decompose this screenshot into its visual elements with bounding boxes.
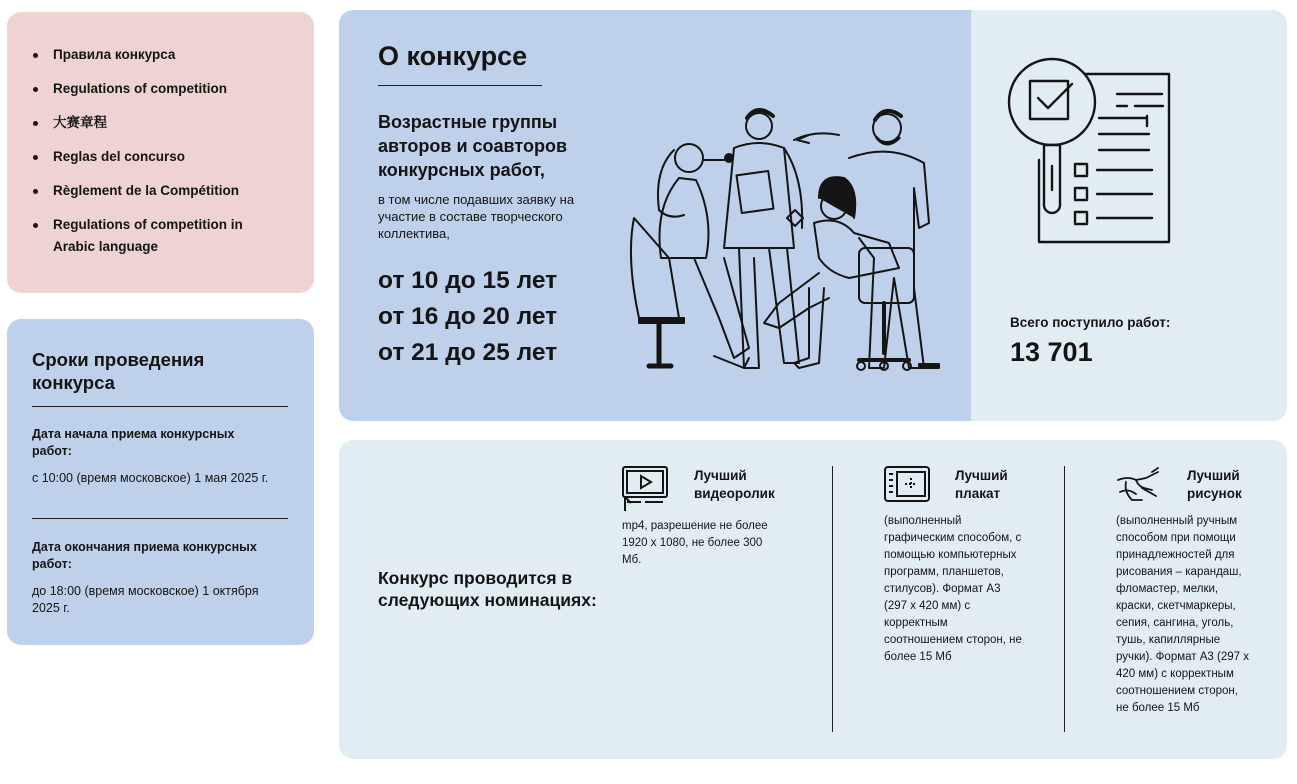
rules-menu-card [7,12,314,293]
end-date-value: до 18:00 (время московское) 1 октября 2025 г. [32,584,259,615]
nomination-title-line1: Лучший [694,468,747,483]
divider [32,406,288,407]
nominations-heading: Конкурс проводится в следующих номинациях: [378,568,597,610]
people-group-illustration [619,98,949,378]
end-date-label: Дата окончания приема конкурсных работ: [32,540,257,571]
age-group-item: от 16 до 20 лет [378,303,558,330]
rules-link-arabic-line2: Arabic language [53,239,159,254]
video-player-icon [622,466,670,512]
document-checklist-magnifier-icon [1007,56,1175,252]
rules-link-arabic-line1: Regulations of competition in [53,217,243,232]
title-underline [378,85,542,86]
rules-link-spanish[interactable]: Reglas del concurso [7,146,314,168]
nomination-title-line2: видеоролик [694,486,775,501]
nomination-title-line1: Лучший [1187,468,1240,483]
nomination-title [694,467,775,503]
age-groups-note: в том числе подавших заявку на участие в составе творческого коллектива, [378,192,575,241]
hand-drawing-icon [1116,466,1162,504]
start-date-value: с 10:00 (время московское) 1 мая 2025 г. [32,471,269,485]
works-received-label: Всего поступило работ: [1010,315,1171,330]
nomination-title-line1: Лучший [955,468,1008,483]
nomination-title-line2: плакат [955,486,1001,501]
works-received-count: 13 701 [1010,337,1093,367]
divider [1064,466,1065,732]
rules-list [7,12,314,258]
about-title: О конкурсе [378,41,528,71]
age-group-item: от 10 до 15 лет [378,267,558,294]
deadlines-card [7,319,314,645]
nomination-title-line2: рисунок [1187,486,1242,501]
rules-link-chinese[interactable]: 大赛章程 [7,112,314,134]
rules-link-russian[interactable]: Правила конкурса [7,44,314,66]
rules-link-english[interactable]: Regulations of competition [7,78,314,100]
nominations-card [339,440,1287,759]
deadlines-title: Сроки проведения конкурса [32,349,205,393]
nomination-description: (выполненный ручным способом при помощи принадлежностей для рисования – карандаш, фломастер, мелки, краски, скетчмаркеры, сепия, сангина, уголь, тушь, капиллярные ручки). Формат А3 (297 х 420 мм) с корректным соотношением сторон, не более 15 Мб [1116,515,1249,714]
graphics-tablet-icon [884,466,930,504]
start-date-label: Дата начала приема конкурсных работ: [32,427,235,458]
nomination-title [1187,467,1242,503]
age-groups-heading: Возрастные группы авторов и соавторов конкурсных работ, [378,112,568,180]
age-group-item: от 21 до 25 лет [378,339,558,366]
about-card [339,10,971,421]
stats-card [971,10,1287,421]
age-groups-list [378,263,557,371]
divider [32,518,288,519]
rules-link-french[interactable]: Règlement de la Compétition [7,180,314,202]
nomination-description: mp4, разрешение не более 1920 х 1080, не более 300 Мб. [622,520,768,566]
divider [832,466,833,732]
nomination-description: (выполненный графическим способом, с помощью компьютерных программ, планшетов, стилусов). Формат А3 (297 х 420 мм) с корректным соотношением сторон, не более 15 Мб [884,515,1022,663]
nomination-title [955,467,1008,503]
rules-link-arabic[interactable] [7,214,314,258]
